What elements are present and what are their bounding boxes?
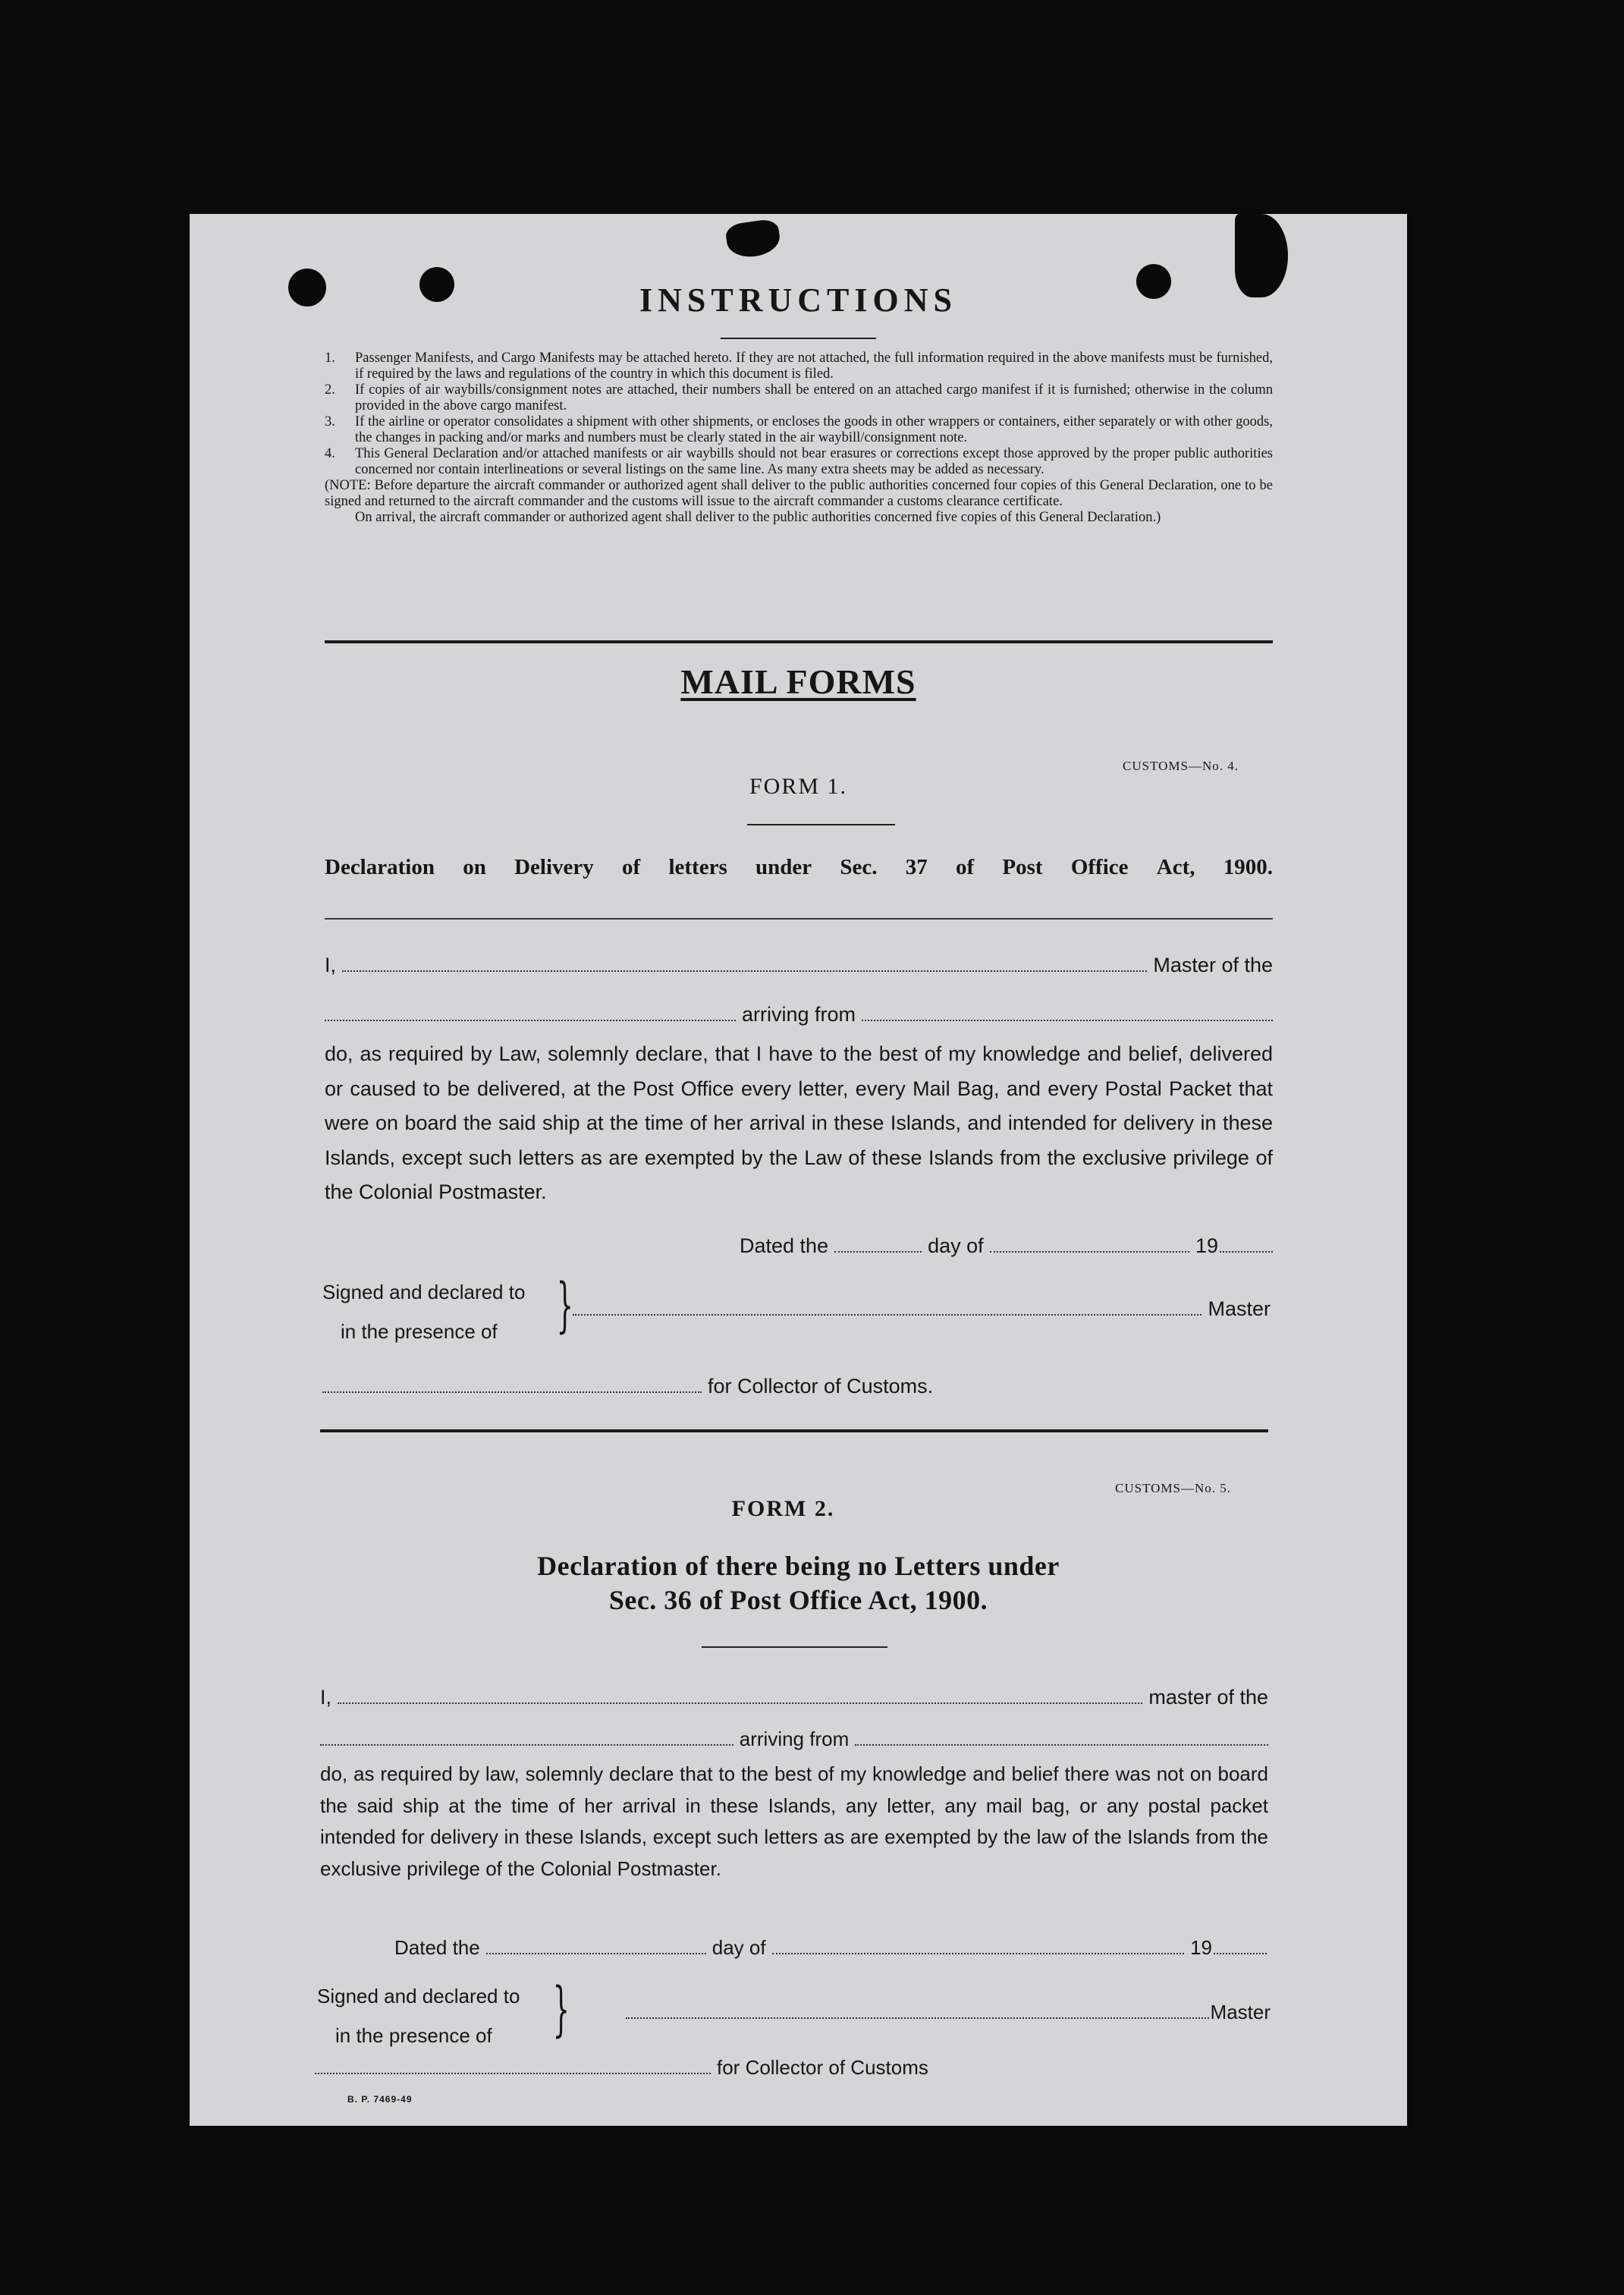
form2-year: 19	[1190, 1936, 1212, 1959]
form1-declaration-word: Sec.	[840, 855, 878, 879]
form2-collector-label: for Collector of Customs	[717, 2056, 928, 2079]
form1-dated-the: Dated the	[740, 1234, 829, 1257]
form1-origin-field[interactable]	[862, 1006, 1273, 1021]
form2-collector-field[interactable]	[315, 2059, 711, 2074]
form2-year-field[interactable]	[1214, 1939, 1267, 1954]
form1-signed-line2: in the presence of	[341, 1320, 498, 1343]
form2-signed-line2: in the presence of	[335, 2024, 492, 2047]
form1-label: FORM 1.	[749, 774, 848, 799]
form2-brace: }	[552, 1976, 570, 2044]
instruction-number: 2.	[325, 382, 335, 398]
form2-master-sign-line	[626, 2001, 1271, 2024]
form1-declaration-word: Declaration	[325, 855, 435, 879]
instruction-number: 3.	[325, 414, 335, 429]
form2-master-signature-field[interactable]	[626, 2004, 1209, 2019]
form1-collector-field[interactable]	[322, 1378, 702, 1393]
instruction-note: (NOTE: Before departure the aircraft commander or authorized agent shall deliver to the public authorities concerned four copies of this General Declaration, one to be signed and returned to the aircraft commander and the customs will issue to the aircraft commander a customs clearance certificate.	[325, 478, 1273, 509]
instruction-item	[325, 382, 1273, 414]
form1-declaration-heading	[325, 855, 1273, 880]
form1-declaration-word: of	[956, 855, 975, 879]
form1-declaration-word: under	[755, 855, 812, 879]
instruction-text: If copies of air waybills/consignment notes are attached, their numbers shall be entered on an attached cargo manifest if it is furnished; otherwise in the column provided in the above cargo manifest.	[355, 382, 1273, 413]
form2-signed-label	[317, 1976, 520, 2055]
form1-master-signature-field[interactable]	[573, 1300, 1202, 1316]
form1-declaration-word: Act,	[1156, 855, 1195, 879]
form1-signed-label	[322, 1272, 525, 1351]
form2-dated-line	[394, 1936, 1267, 1960]
form2-label: FORM 2.	[731, 1496, 835, 1521]
form2-heading-underline	[702, 1646, 887, 1648]
form1-month-field[interactable]	[990, 1237, 1189, 1253]
form2-line1-end: master of the	[1148, 1686, 1268, 1709]
form1-line1-end: Master of the	[1153, 954, 1273, 976]
form1-customs-number: CUSTOMS—No. 4.	[1123, 759, 1239, 773]
form1-declaration-word: Post	[1002, 855, 1043, 879]
instruction-note-continued: On arrival, the aircraft commander or authorized agent shall deliver to the public authorities concerned five copies of this General Declaration.)	[355, 510, 1161, 525]
instruction-number: 1.	[325, 351, 335, 366]
form1-declaration-word: on	[463, 855, 486, 879]
instruction-item	[325, 351, 1273, 382]
document-page	[190, 214, 1407, 2126]
form1-label-underline	[747, 824, 895, 825]
form1-declaration-word: Office	[1070, 855, 1129, 879]
form2-master-line	[320, 1686, 1268, 1709]
form2-name-field[interactable]	[338, 1689, 1142, 1704]
instruction-number: 4.	[325, 446, 335, 461]
form2-declaration-line1: Declaration of there being no Letters under	[537, 1551, 1060, 1581]
form1-master-line	[325, 954, 1273, 977]
form1-line1-start: I,	[325, 954, 337, 976]
form2-arriving-from: arriving from	[739, 1728, 850, 1750]
form1-dated-line	[740, 1234, 1273, 1258]
instruction-item	[325, 414, 1273, 446]
form1-day-of: day of	[928, 1234, 984, 1257]
instructions-list	[325, 351, 1273, 526]
form1-collector-line	[322, 1375, 1157, 1398]
instruction-text: Passenger Manifests, and Cargo Manifests may be attached hereto. If they are not attached, the full information required in the above manifests must be furnished, if required by the laws and regulations of the country in which this document is filed.	[355, 351, 1273, 382]
footer-form-code: B. P. 7469-49	[347, 2094, 413, 2105]
form1-arriving-line	[325, 1003, 1273, 1026]
form1-master-label: Master	[1208, 1297, 1271, 1320]
form1-arriving-from: arriving from	[741, 1003, 856, 1026]
form1-declaration-word: Delivery	[514, 855, 594, 879]
instructions-divider	[325, 640, 1273, 643]
form2-ship-field[interactable]	[320, 1731, 733, 1746]
form2-customs-number: CUSTOMS—No. 5.	[1115, 1481, 1232, 1495]
mail-forms-title: MAIL FORMS	[680, 662, 916, 701]
instructions-title: INSTRUCTIONS	[639, 281, 957, 319]
form1-name-field[interactable]	[342, 957, 1147, 972]
form1-declaration-word: of	[622, 855, 641, 879]
form1-signed-line1: Signed and declared to	[322, 1281, 526, 1303]
form2-declaration-heading	[190, 1549, 1407, 1618]
form2-body-text: do, as required by law, solemnly declare that to the best of my knowledge and belief there was not on board the said ship at the time of her arrival in these Islands, any letter, any mail bag, or any postal packet intended for delivery in these Islands, except such letters as are exempted by the law of the Islands from the exclusive privilege of the Colonial Postmaster.	[320, 1762, 1268, 1880]
form1-declaration-word: letters	[668, 855, 727, 879]
instruction-text: If the airline or operator consolidates a shipment with other shipments, or encloses the goods in other wrappers or containers, either separately or with other goods, the changes in packing and/or marks and numbers must be clearly stated in the air waybill/consignment note.	[355, 414, 1273, 445]
form2-day-of: day of	[711, 1936, 766, 1959]
form2-master-label: Master	[1210, 2001, 1271, 2023]
form2-collector-line	[315, 2056, 1073, 2080]
form2-month-field[interactable]	[772, 1939, 1185, 1954]
form1-day-field[interactable]	[834, 1237, 922, 1253]
form2-arriving-line	[320, 1728, 1268, 1751]
form2-declaration-line2: Sec. 36 of Post Office Act, 1900.	[608, 1585, 988, 1615]
form1-heading-rule	[325, 918, 1273, 920]
form-divider	[320, 1429, 1268, 1432]
form2-line1-start: I,	[320, 1686, 332, 1709]
instruction-text: This General Declaration and/or attached manifests or air waybills should not bear erasures or corrections except those approved by the proper public authorities concerned nor contain interlineations or several listings on the same line. As many extra sheets may be added as necessary.	[355, 446, 1273, 477]
form1-body-text: do, as required by Law, solemnly declare, that I have to the best of my knowledge and belief, delivered or caused to be delivered, at the Post Office every letter, every Mail Bag, and every Postal Packet that were on board the said ship at the time of her arrival in these Islands, and intended for delivery in these Islands, except such letters as are exempted by the Law of these Islands from the exclusive privilege of the Colonial Postmaster.	[325, 1042, 1273, 1203]
form2-origin-field[interactable]	[855, 1731, 1268, 1746]
form1-declaration-word: 1900.	[1223, 855, 1273, 879]
form1-collector-label: for Collector of Customs.	[708, 1375, 934, 1397]
form1-brace: }	[556, 1272, 573, 1340]
form2-signed-line1: Signed and declared to	[317, 1985, 520, 2007]
instruction-item	[325, 446, 1273, 478]
instructions-title-underline	[721, 338, 876, 339]
form1-year: 19	[1195, 1234, 1218, 1257]
form2-dated-the: Dated the	[394, 1936, 480, 1959]
form1-year-field[interactable]	[1220, 1237, 1273, 1253]
form1-ship-field[interactable]	[325, 1006, 736, 1021]
form1-master-sign-line	[573, 1297, 1271, 1321]
torn-edge-top-center	[724, 218, 782, 259]
form2-day-field[interactable]	[486, 1939, 706, 1954]
form1-declaration-word: 37	[905, 855, 928, 879]
